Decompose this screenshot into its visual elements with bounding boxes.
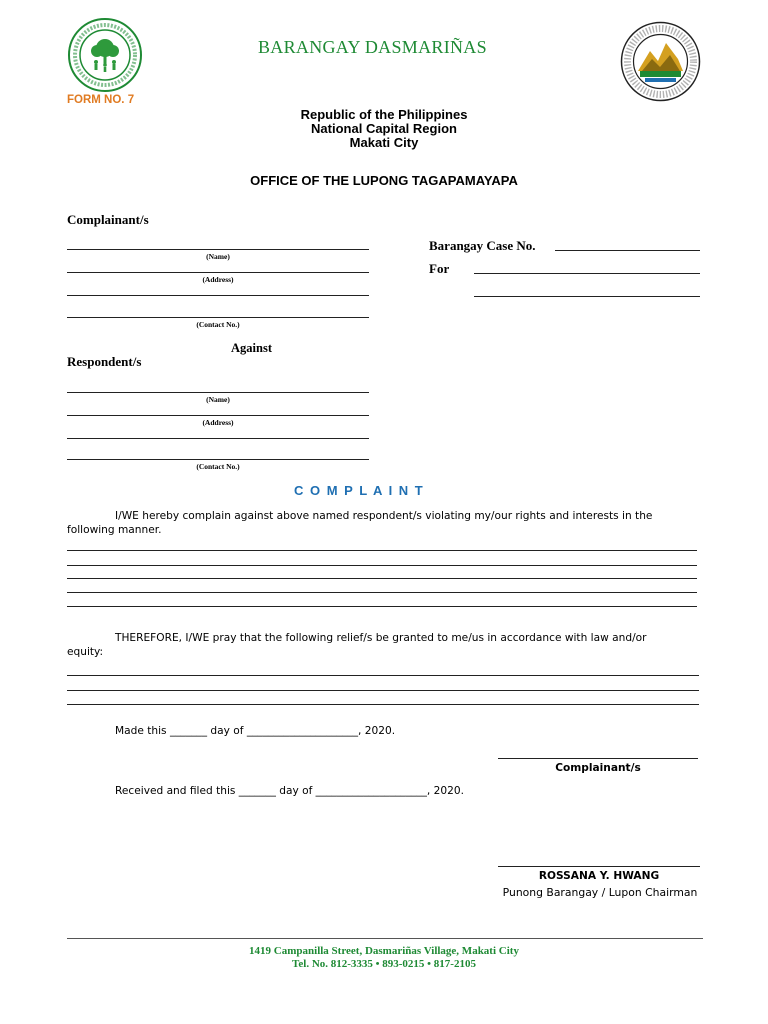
relief-paragraph-line-1: THEREFORE, I/WE pray that the following relief/s be granted to me/us in accordance with law and/or bbox=[115, 632, 647, 644]
complaint-details-line-1[interactable] bbox=[67, 550, 697, 551]
respondent-address-field[interactable] bbox=[67, 415, 369, 416]
office-title: OFFICE OF THE LUPONG TAGAPAMAYAPA bbox=[250, 173, 518, 188]
for-field[interactable] bbox=[474, 273, 700, 274]
relief-paragraph-line-2: equity: bbox=[67, 646, 104, 658]
respondents-heading: Respondent/s bbox=[67, 354, 142, 369]
against-label: Against bbox=[231, 341, 272, 355]
relief-line-1[interactable] bbox=[67, 675, 699, 676]
chairman-signature-field[interactable] bbox=[498, 866, 700, 867]
relief-line-2[interactable] bbox=[67, 690, 699, 691]
for-field-2[interactable] bbox=[474, 296, 700, 297]
complainant-address-field[interactable] bbox=[67, 272, 369, 273]
relief-line-3[interactable] bbox=[67, 704, 699, 705]
complaint-details-line-4[interactable] bbox=[67, 592, 697, 593]
complaint-details-line-2[interactable] bbox=[67, 565, 697, 566]
makati-city-seal-icon bbox=[620, 21, 701, 102]
complaint-details-line-5[interactable] bbox=[67, 606, 697, 607]
right-seal bbox=[620, 21, 701, 102]
complainant-name-field[interactable] bbox=[67, 249, 369, 250]
chairman-title: Punong Barangay / Lupon Chairman bbox=[502, 886, 698, 899]
complainant-contact-field[interactable] bbox=[67, 317, 369, 318]
tree-family-seal-icon bbox=[67, 17, 143, 93]
complainant-signature-label: Complainant/s bbox=[555, 762, 641, 774]
respondent-address-caption: (Address) bbox=[202, 418, 234, 427]
barangay-name: BARANGAY DASMARIÑAS bbox=[258, 37, 487, 57]
case-number-label: Barangay Case No. bbox=[429, 238, 536, 253]
left-seal bbox=[67, 17, 143, 93]
city-line: Makati City bbox=[349, 135, 419, 150]
form-number: FORM NO. 7 bbox=[67, 94, 135, 106]
case-number-field[interactable] bbox=[555, 250, 700, 251]
complaint-title: C O M P L A I N T bbox=[294, 483, 423, 498]
respondent-name-field[interactable] bbox=[67, 392, 369, 393]
respondent-contact-caption: (Contact No.) bbox=[196, 462, 240, 471]
made-this-line[interactable]: Made this _______ day of _____________________, 2020. bbox=[115, 725, 396, 737]
footer-address: 1419 Campanilla Street, Dasmariñas Village, Makati City bbox=[249, 945, 519, 957]
respondent-contact-field[interactable] bbox=[67, 459, 369, 460]
complainants-heading: Complainant/s bbox=[67, 212, 149, 227]
complaint-paragraph-line-1: I/WE hereby complain against above named respondent/s violating my/our rights and interests in the bbox=[115, 510, 653, 522]
respondent-address-field-2[interactable] bbox=[67, 438, 369, 439]
complaint-paragraph-line-2: following manner. bbox=[67, 524, 162, 536]
footer-divider bbox=[67, 938, 703, 939]
complainant-address-field-2[interactable] bbox=[67, 295, 369, 296]
complainant-contact-caption: (Contact No.) bbox=[196, 320, 240, 329]
region-line: National Capital Region bbox=[311, 121, 457, 136]
complainant-address-caption: (Address) bbox=[202, 275, 234, 284]
respondent-name-caption: (Name) bbox=[206, 395, 230, 404]
for-label: For bbox=[429, 261, 450, 276]
chairman-name: ROSSANA Y. HWANG bbox=[538, 870, 660, 882]
complaint-details-line-3[interactable] bbox=[67, 578, 697, 579]
received-filed-line[interactable]: Received and filed this _______ day of _____________________, 2020. bbox=[115, 785, 464, 797]
complainant-name-caption: (Name) bbox=[206, 252, 230, 261]
footer-phone: Tel. No. 812-3335 • 893-0215 • 817-2105 bbox=[292, 958, 476, 970]
complainant-signature-field[interactable] bbox=[498, 758, 698, 759]
republic-line: Republic of the Philippines bbox=[300, 107, 468, 122]
